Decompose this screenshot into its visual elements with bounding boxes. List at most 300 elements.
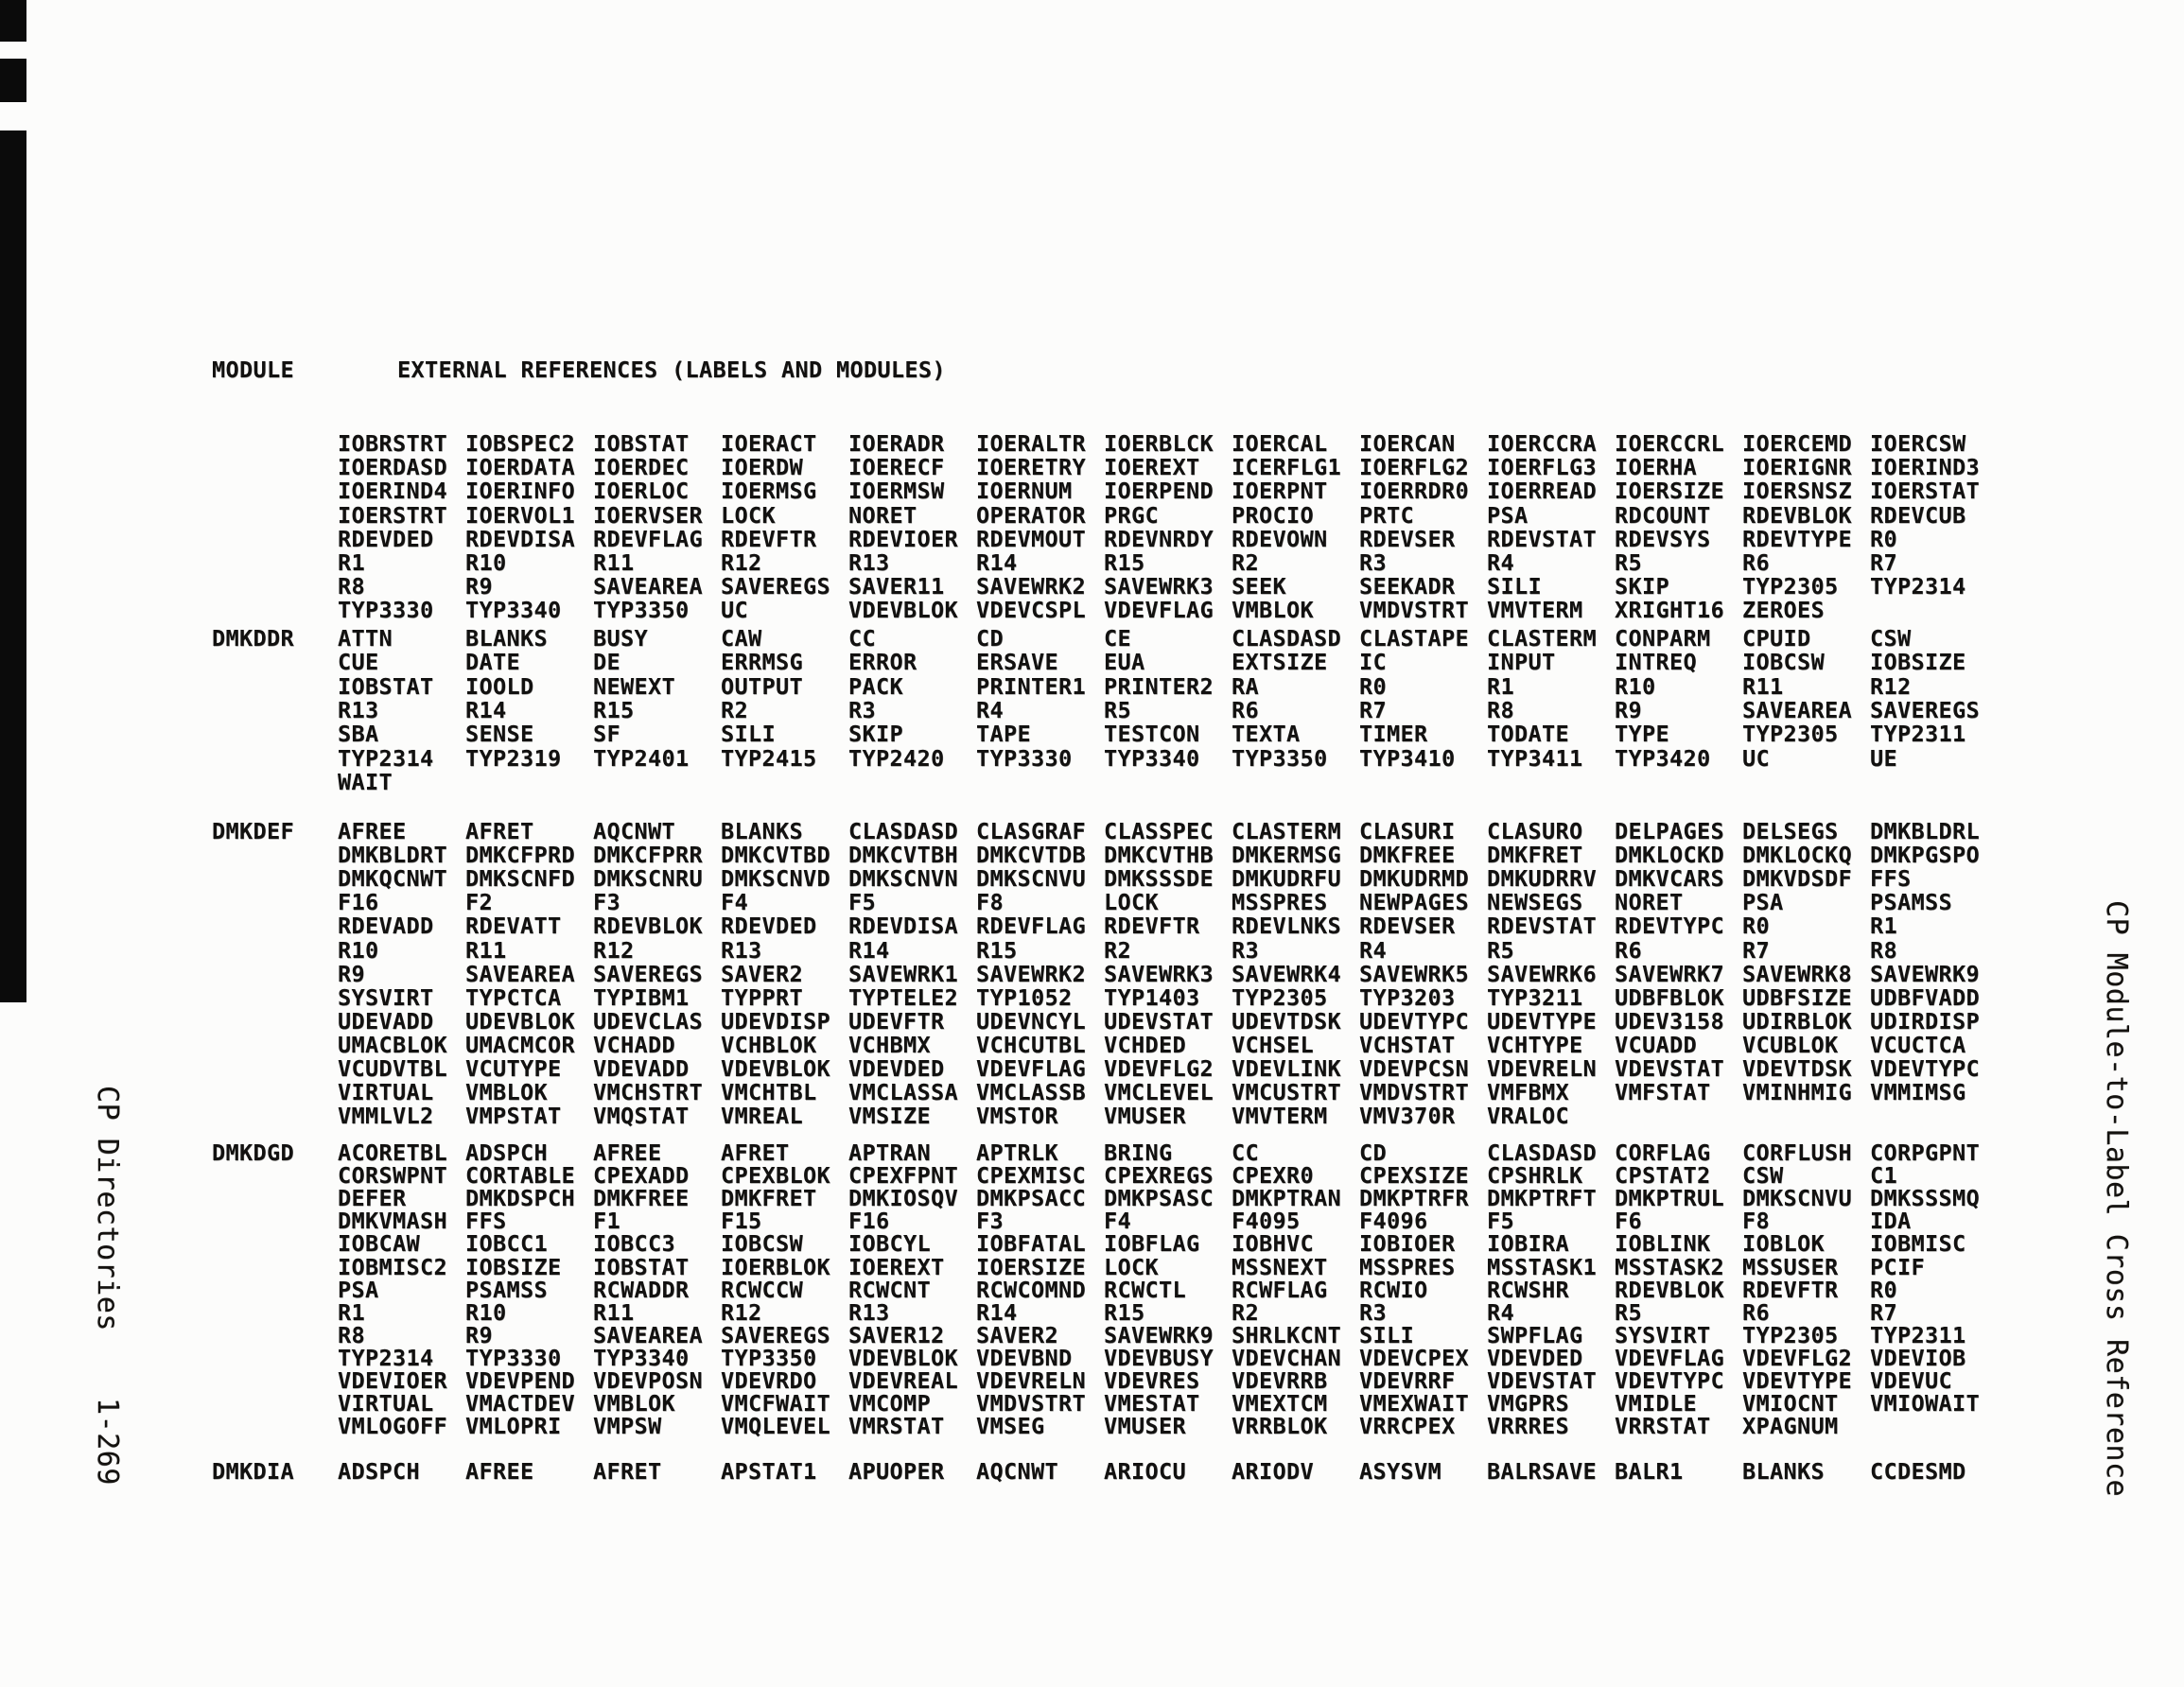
reference-label: INTREQ (1615, 649, 1697, 676)
reference-label: PSA (1487, 501, 1529, 529)
reference-label: TYP2319 (465, 744, 562, 772)
reference-label: UDBFVADD (1870, 983, 1980, 1011)
reference-row (338, 574, 1998, 599)
reference-label: SAVEREGS (1870, 696, 1980, 723)
reference-label: RDEVATT (465, 913, 562, 940)
reference-label: R8 (1870, 936, 1897, 964)
reference-label: IOERSNSZ (1742, 478, 1852, 505)
reference-row (338, 866, 1998, 891)
reference-label: VDEVBND (976, 1344, 1073, 1371)
reference-label: R10 (465, 1298, 507, 1326)
reference-label: RDEVFTR (721, 525, 817, 552)
reference-row (338, 1231, 1998, 1256)
reference-label: RDEVNRDY (1104, 525, 1214, 552)
reference-label: R11 (1742, 672, 1784, 700)
reference-label: VDEVSTAT (1487, 1367, 1597, 1394)
reference-label: R11 (593, 549, 635, 576)
module-column-title: MODULE (212, 357, 294, 383)
reference-label: PRGC (1104, 501, 1159, 529)
reference-label: VCHDED (1104, 1031, 1186, 1058)
reference-label: SF (593, 721, 620, 748)
reference-label: PRINTER2 (1104, 672, 1214, 700)
reference-label: VMCOMP (848, 1390, 931, 1417)
reference-row (338, 985, 1998, 1010)
reference-label: CLASDASD (1487, 1139, 1597, 1166)
reference-label: VDEVCHAN (1232, 1344, 1341, 1371)
reference-label: APUOPER (848, 1458, 945, 1485)
reference-label: CUE (338, 649, 379, 676)
reference-label: TYP3211 (1487, 983, 1583, 1011)
reference-label: R11 (465, 936, 507, 964)
reference-label: CORFLUSH (1742, 1139, 1852, 1166)
reference-label: SAVEWRK9 (1104, 1321, 1214, 1348)
table-header (0, 357, 946, 383)
reference-label: IOBCYL (848, 1230, 931, 1258)
reference-label: RDEVBLOK (1742, 501, 1852, 529)
reference-label: SILI (1359, 1321, 1414, 1348)
reference-label: TYPE (1615, 721, 1669, 748)
reference-label: MSSPRES (1359, 1253, 1456, 1280)
reference-row (338, 1368, 1998, 1393)
reference-label: VIRTUAL (338, 1390, 434, 1417)
reference-label: IOERACT (721, 430, 817, 457)
reference-label: CLASTERM (1487, 625, 1597, 652)
reference-label: IOBHVC (1232, 1230, 1314, 1258)
reference-label: AFREE (593, 1139, 662, 1166)
reference-label: DMKFRET (721, 1185, 817, 1212)
reference-label: VRRCPEX (1359, 1413, 1456, 1440)
reference-label: VRRSTAT (1615, 1413, 1711, 1440)
reference-label: PROCIO (1232, 501, 1314, 529)
reference-label: IOEREXT (1104, 454, 1200, 481)
reference-label: R12 (593, 936, 635, 964)
reference-label: RDEVMOUT (976, 525, 1086, 552)
reference-label: RDEVSTAT (1487, 913, 1597, 940)
reference-label: TYP2314 (1870, 573, 1966, 600)
reference-label: SAVEREGS (721, 573, 830, 600)
reference-label: F4 (1104, 1208, 1131, 1235)
reference-label: IOBLINK (1615, 1230, 1711, 1258)
reference-label: NEWSEGS (1487, 889, 1583, 916)
reference-label: SAVEAREA (593, 1321, 703, 1348)
reference-label: IOERBLOK (721, 1253, 830, 1280)
reference-label: VCUTYPE (465, 1055, 562, 1082)
reference-label: DMKSCNFD (465, 865, 575, 893)
reference-label: VDEVRELN (976, 1367, 1086, 1394)
reference-label: SKIP (848, 721, 903, 748)
reference-label: IC (1359, 649, 1387, 676)
reference-label: VDEVLINK (1232, 1055, 1341, 1082)
reference-label: IOERDW (721, 454, 803, 481)
reference-label: SYSVIRT (1615, 1321, 1711, 1348)
reference-label: DEFER (338, 1185, 407, 1212)
reference-label: IOERCAL (1232, 430, 1328, 457)
reference-label: TYP3340 (465, 597, 562, 624)
reference-label: VDEVFLAG (1104, 597, 1214, 624)
reference-label: CLASTERM (1232, 818, 1341, 844)
reference-row (338, 1278, 1998, 1302)
reference-label: CLASTAPE (1359, 625, 1469, 652)
reference-label: IOBCSW (1742, 649, 1825, 676)
reference-label: XPAGNUM (1742, 1413, 1839, 1440)
reference-label: DMKVCARS (1615, 865, 1724, 893)
reference-label: TYPPRT (721, 983, 803, 1011)
reference-label: PRINTER1 (976, 672, 1086, 700)
reference-label: VCUADD (1615, 1031, 1697, 1058)
reference-label: R15 (593, 696, 635, 723)
reference-label: OPERATOR (976, 501, 1086, 529)
reference-label: R5 (1615, 1298, 1642, 1326)
reference-label: DMKLOCKQ (1742, 842, 1852, 869)
reference-label: VDEVUC (1870, 1367, 1952, 1394)
reference-label: IOERMSW (848, 478, 945, 505)
reference-label: DMKVMASH (338, 1208, 447, 1235)
reference-label: IOERECF (848, 454, 945, 481)
reference-label: UMACMCOR (465, 1031, 575, 1058)
reference-label: VCHCUTBL (976, 1031, 1086, 1058)
reference-label: BALRSAVE (1487, 1458, 1597, 1485)
reference-label: CPEXBLOK (721, 1162, 830, 1190)
reference-row (338, 1255, 1998, 1279)
reference-label: PSAMSS (1870, 889, 1952, 916)
reference-label: VDEVPEND (465, 1367, 575, 1394)
reference-label: TYP3350 (721, 1344, 817, 1371)
reference-label: DMKSSSMQ (1870, 1185, 1980, 1212)
reference-label: TYPCTCA (465, 983, 562, 1011)
reference-label: VMCUSTRT (1232, 1079, 1341, 1106)
reference-label: R13 (338, 696, 379, 723)
reference-label: CPEXR0 (1232, 1162, 1314, 1190)
reference-label: R0 (1870, 525, 1897, 552)
reference-label: MSSUSER (1742, 1253, 1839, 1280)
scan-edge-bar-segment (0, 130, 26, 1002)
reference-label: UDEVCLAS (593, 1007, 703, 1035)
reference-label: TYP3420 (1615, 744, 1711, 772)
module-label: DMKDDR (212, 625, 294, 652)
reference-label: IOBSPEC2 (465, 430, 575, 457)
reference-label: F3 (976, 1208, 1004, 1235)
reference-label: SKIP (1615, 573, 1669, 600)
reference-label: PCIF (1870, 1253, 1925, 1280)
reference-label: R5 (1104, 696, 1131, 723)
reference-label: DMKBLDRL (1870, 818, 1980, 844)
reference-label: UDEVSTAT (1104, 1007, 1214, 1035)
reference-label: DMKCVTHB (1104, 842, 1214, 869)
reference-label: R14 (976, 1298, 1018, 1326)
reference-label: VMBLOK (465, 1079, 548, 1106)
reference-label: SYSVIRT (338, 983, 434, 1011)
reference-row (338, 1300, 1998, 1325)
scan-edge-bar-segment (0, 0, 26, 42)
reference-row (338, 913, 1998, 938)
reference-label: TYPTELE2 (848, 983, 958, 1011)
reference-label: VMDVSTRT (1359, 597, 1469, 624)
reference-label: R9 (1615, 696, 1642, 723)
reference-label: SAVEREGS (721, 1321, 830, 1348)
reference-label: VMRSTAT (848, 1413, 945, 1440)
reference-label: VMIOCNT (1742, 1390, 1839, 1417)
reference-label: VDEVBUSY (1104, 1344, 1214, 1371)
reference-label: VMQLEVEL (721, 1413, 830, 1440)
page-number-vertical: 1-269 (91, 1398, 124, 1486)
reference-label: SAVEWRK3 (1104, 960, 1214, 987)
reference-row (338, 962, 1998, 986)
reference-label: BLANKS (465, 625, 548, 652)
reference-label: IOERADR (848, 430, 945, 457)
reference-label: R6 (1742, 549, 1770, 576)
reference-label: TYP3411 (1487, 744, 1583, 772)
reference-label: MSSTASK2 (1615, 1253, 1724, 1280)
reference-label: IOBSIZE (1870, 649, 1966, 676)
reference-label: IOERCEMD (1742, 430, 1852, 457)
reference-label: VMCHTBL (721, 1079, 817, 1106)
reference-label: VDEVTYPE (1742, 1367, 1852, 1394)
reference-row (338, 746, 1998, 771)
reference-label: VDEVDED (848, 1055, 945, 1082)
reference-label: ARIODV (1232, 1458, 1314, 1485)
reference-label: RDEVDISA (465, 525, 575, 552)
reference-label: IOERSIZE (1615, 478, 1724, 505)
reference-label: VMFBMX (1487, 1079, 1569, 1106)
reference-label: R0 (1742, 913, 1770, 940)
reference-label: R7 (1870, 1298, 1897, 1326)
reference-label: IOERIND3 (1870, 454, 1980, 481)
reference-label: RCWCOMND (976, 1276, 1086, 1303)
reference-label: R14 (848, 936, 890, 964)
reference-label: RDEVSER (1359, 525, 1456, 552)
reference-label: CLASGRAF (976, 818, 1086, 844)
reference-label: DMKPSACC (976, 1185, 1086, 1212)
reference-label: CPSHRLK (1487, 1162, 1583, 1190)
reference-label: UE (1870, 744, 1897, 772)
reference-label: SAVEWRK9 (1870, 960, 1980, 987)
reference-row (338, 1140, 1998, 1165)
reference-label: R9 (338, 960, 365, 987)
reference-label: F5 (848, 889, 876, 916)
reference-label: VMV370R (1359, 1103, 1456, 1130)
reference-label: R0 (1870, 1276, 1897, 1303)
reference-label: IOBLOK (1742, 1230, 1825, 1258)
reference-label: DMKQCNWT (338, 865, 447, 893)
reference-row (338, 550, 1998, 575)
reference-label: IOERVSER (593, 501, 703, 529)
reference-label: UDBFBLOK (1615, 983, 1724, 1011)
reference-label: VDEVRES (1104, 1367, 1200, 1394)
reference-label: IOERCCRL (1615, 430, 1724, 457)
reference-label: DMKCVTBH (848, 842, 958, 869)
reference-label: AFREE (338, 818, 407, 844)
reference-label: SAVEWRK8 (1742, 960, 1852, 987)
reference-label: RDEVSTAT (1487, 525, 1597, 552)
reference-row (338, 1104, 1615, 1128)
reference-label: DMKPTRFR (1359, 1185, 1469, 1212)
reference-label: UDIRDISP (1870, 1007, 1980, 1035)
reference-label: R2 (1232, 549, 1259, 576)
reference-label: VDEVCSPL (976, 597, 1086, 624)
reference-label: VMDVSTRT (1359, 1079, 1469, 1106)
reference-label: DMKSCNVD (721, 865, 830, 893)
reference-label: CPEXREGS (1104, 1162, 1214, 1190)
reference-label: ADSPCH (465, 1139, 548, 1166)
reference-label: IOBCC1 (465, 1230, 548, 1258)
reference-label: VRRBLOK (1232, 1413, 1328, 1440)
reference-label: RDEVFLAG (593, 525, 703, 552)
reference-row (338, 1459, 1998, 1484)
reference-label: RDEVOWN (1232, 525, 1328, 552)
reference-label: RDEVFTR (1104, 913, 1200, 940)
reference-label: CPEXFPNT (848, 1162, 958, 1190)
reference-label: R11 (593, 1298, 635, 1326)
reference-label: VMCLEVEL (1104, 1079, 1214, 1106)
reference-label: VDEVFLG2 (1104, 1055, 1214, 1082)
reference-label: RDEVSER (1359, 913, 1456, 940)
reference-label: MSSTASK1 (1487, 1253, 1597, 1280)
reference-label: IOBMISC (1870, 1230, 1966, 1258)
reference-label: R3 (1232, 936, 1259, 964)
reference-label: F8 (976, 889, 1004, 916)
reference-label: VMCHSTRT (593, 1079, 703, 1106)
reference-label: SENSE (465, 721, 534, 748)
reference-label: LOCK (721, 501, 776, 529)
reference-row (338, 698, 1998, 722)
section-title-vertical: CP Directories (91, 1086, 124, 1331)
reference-label: R6 (1742, 1298, 1770, 1326)
reference-label: BRING (1104, 1139, 1173, 1166)
reference-label: IOERALTR (976, 430, 1086, 457)
reference-label: R9 (465, 573, 493, 600)
reference-label: SAVER12 (848, 1321, 945, 1348)
reference-row (338, 455, 1998, 479)
reference-label: IOBSTAT (593, 1253, 690, 1280)
reference-label: F16 (338, 889, 379, 916)
reference-label: IOERNUM (976, 478, 1073, 505)
reference-label: CPEXADD (593, 1162, 690, 1190)
reference-label: DMKSCNVU (1742, 1185, 1852, 1212)
reference-label: F4096 (1359, 1208, 1428, 1235)
reference-label: R1 (338, 549, 365, 576)
reference-label: DMKPTRUL (1615, 1185, 1724, 1212)
reference-label: IOBMISC2 (338, 1253, 447, 1280)
reference-label: TYP3203 (1359, 983, 1456, 1011)
reference-label: UMACBLOK (338, 1031, 447, 1058)
reference-label: VDEVFLG2 (1742, 1344, 1852, 1371)
reference-label: VMSEG (976, 1413, 1045, 1440)
reference-label: VDEVBLOK (721, 1055, 830, 1082)
reference-label: SEEKADR (1359, 573, 1456, 600)
reference-row (338, 770, 465, 794)
reference-label: SAVEWRK7 (1615, 960, 1724, 987)
reference-label: IOERINFO (465, 478, 575, 505)
reference-label: IOBIRA (1487, 1230, 1569, 1258)
reference-row (338, 674, 1998, 699)
reference-label: CLASURO (1487, 818, 1583, 844)
reference-label: RDEVCUB (1870, 501, 1966, 529)
reference-label: VDEVRRB (1232, 1367, 1328, 1394)
reference-label: VCUDVTBL (338, 1055, 447, 1082)
reference-label: TYP2420 (848, 744, 945, 772)
reference-label: R13 (848, 549, 890, 576)
reference-label: IOERDEC (593, 454, 690, 481)
reference-label: F8 (1742, 1208, 1770, 1235)
reference-row (338, 1346, 1998, 1370)
reference-label: DMKCFPRD (465, 842, 575, 869)
reference-label: DMKLOCKD (1615, 842, 1724, 869)
reference-row (338, 819, 1998, 844)
reference-label: SAVEWRK3 (1104, 573, 1214, 600)
reference-label: CLASURI (1359, 818, 1456, 844)
reference-label: DELSEGS (1742, 818, 1839, 844)
reference-label: R5 (1615, 549, 1642, 576)
reference-label: VMVTERM (1487, 597, 1583, 624)
reference-row (338, 527, 1998, 551)
reference-label: AFRET (593, 1458, 662, 1485)
reference-label: R7 (1870, 549, 1897, 576)
reference-label: ERROR (848, 649, 917, 676)
reference-label: SWPFLAG (1487, 1321, 1583, 1348)
reference-label: TYP3330 (338, 597, 434, 624)
reference-label: SAVEWRK2 (976, 573, 1086, 600)
reference-label: R1 (1487, 672, 1514, 700)
reference-label: TYP2311 (1870, 721, 1966, 748)
reference-label: TAPE (976, 721, 1031, 748)
reference-label: CCDESMD (1870, 1458, 1966, 1485)
reference-label: R14 (976, 549, 1018, 576)
reference-label: R8 (338, 573, 365, 600)
reference-label: UDEVTYPC (1359, 1007, 1469, 1035)
reference-row (338, 722, 1998, 746)
reference-label: VCHSTAT (1359, 1031, 1456, 1058)
reference-label: R10 (465, 549, 507, 576)
reference-label: RDEVDED (721, 913, 817, 940)
reference-row (338, 503, 1998, 528)
reference-label: R9 (465, 1321, 493, 1348)
reference-label: UC (1742, 744, 1770, 772)
reference-label: TEXTA (1232, 721, 1301, 748)
reference-label: SAVEWRK5 (1359, 960, 1469, 987)
reference-label: VMCFWAIT (721, 1390, 830, 1417)
reference-label: XRIGHT16 (1615, 597, 1724, 624)
reference-row (338, 1080, 1998, 1104)
reference-label: TYP2314 (338, 744, 434, 772)
reference-label: RCWCTL (1104, 1276, 1186, 1303)
reference-label: VMPSW (593, 1413, 662, 1440)
reference-label: SILI (721, 721, 776, 748)
reference-label: DMKSCNVN (848, 865, 958, 893)
reference-label: VDEVSTAT (1615, 1055, 1724, 1082)
reference-label: ADSPCH (338, 1458, 420, 1485)
reference-label: VDEVREAL (848, 1367, 958, 1394)
reference-label: IOBIOER (1359, 1230, 1456, 1258)
reference-label: ASYSVM (1359, 1458, 1441, 1485)
reference-label: VDEVRRF (1359, 1367, 1456, 1394)
reference-label: FFS (1870, 865, 1912, 893)
reference-label: RDEVTYPE (1742, 525, 1852, 552)
reference-label: IOERCCRA (1487, 430, 1597, 457)
reference-row (338, 478, 1998, 503)
reference-label: IOERRDR0 (1359, 478, 1469, 505)
reference-label: VMCLASSB (976, 1079, 1086, 1106)
reference-row (338, 1391, 1998, 1416)
reference-label: DMKIOSQV (848, 1185, 958, 1212)
reference-label: IOERSTRT (338, 501, 447, 529)
reference-label: R3 (1359, 549, 1387, 576)
reference-row (338, 1323, 1998, 1348)
reference-label: CORPGPNT (1870, 1139, 1980, 1166)
reference-label: AFRET (465, 818, 534, 844)
reference-label: ICERFLG1 (1232, 454, 1341, 481)
reference-label: CSW (1742, 1162, 1784, 1190)
reference-label: VDEVPOSN (593, 1367, 703, 1394)
